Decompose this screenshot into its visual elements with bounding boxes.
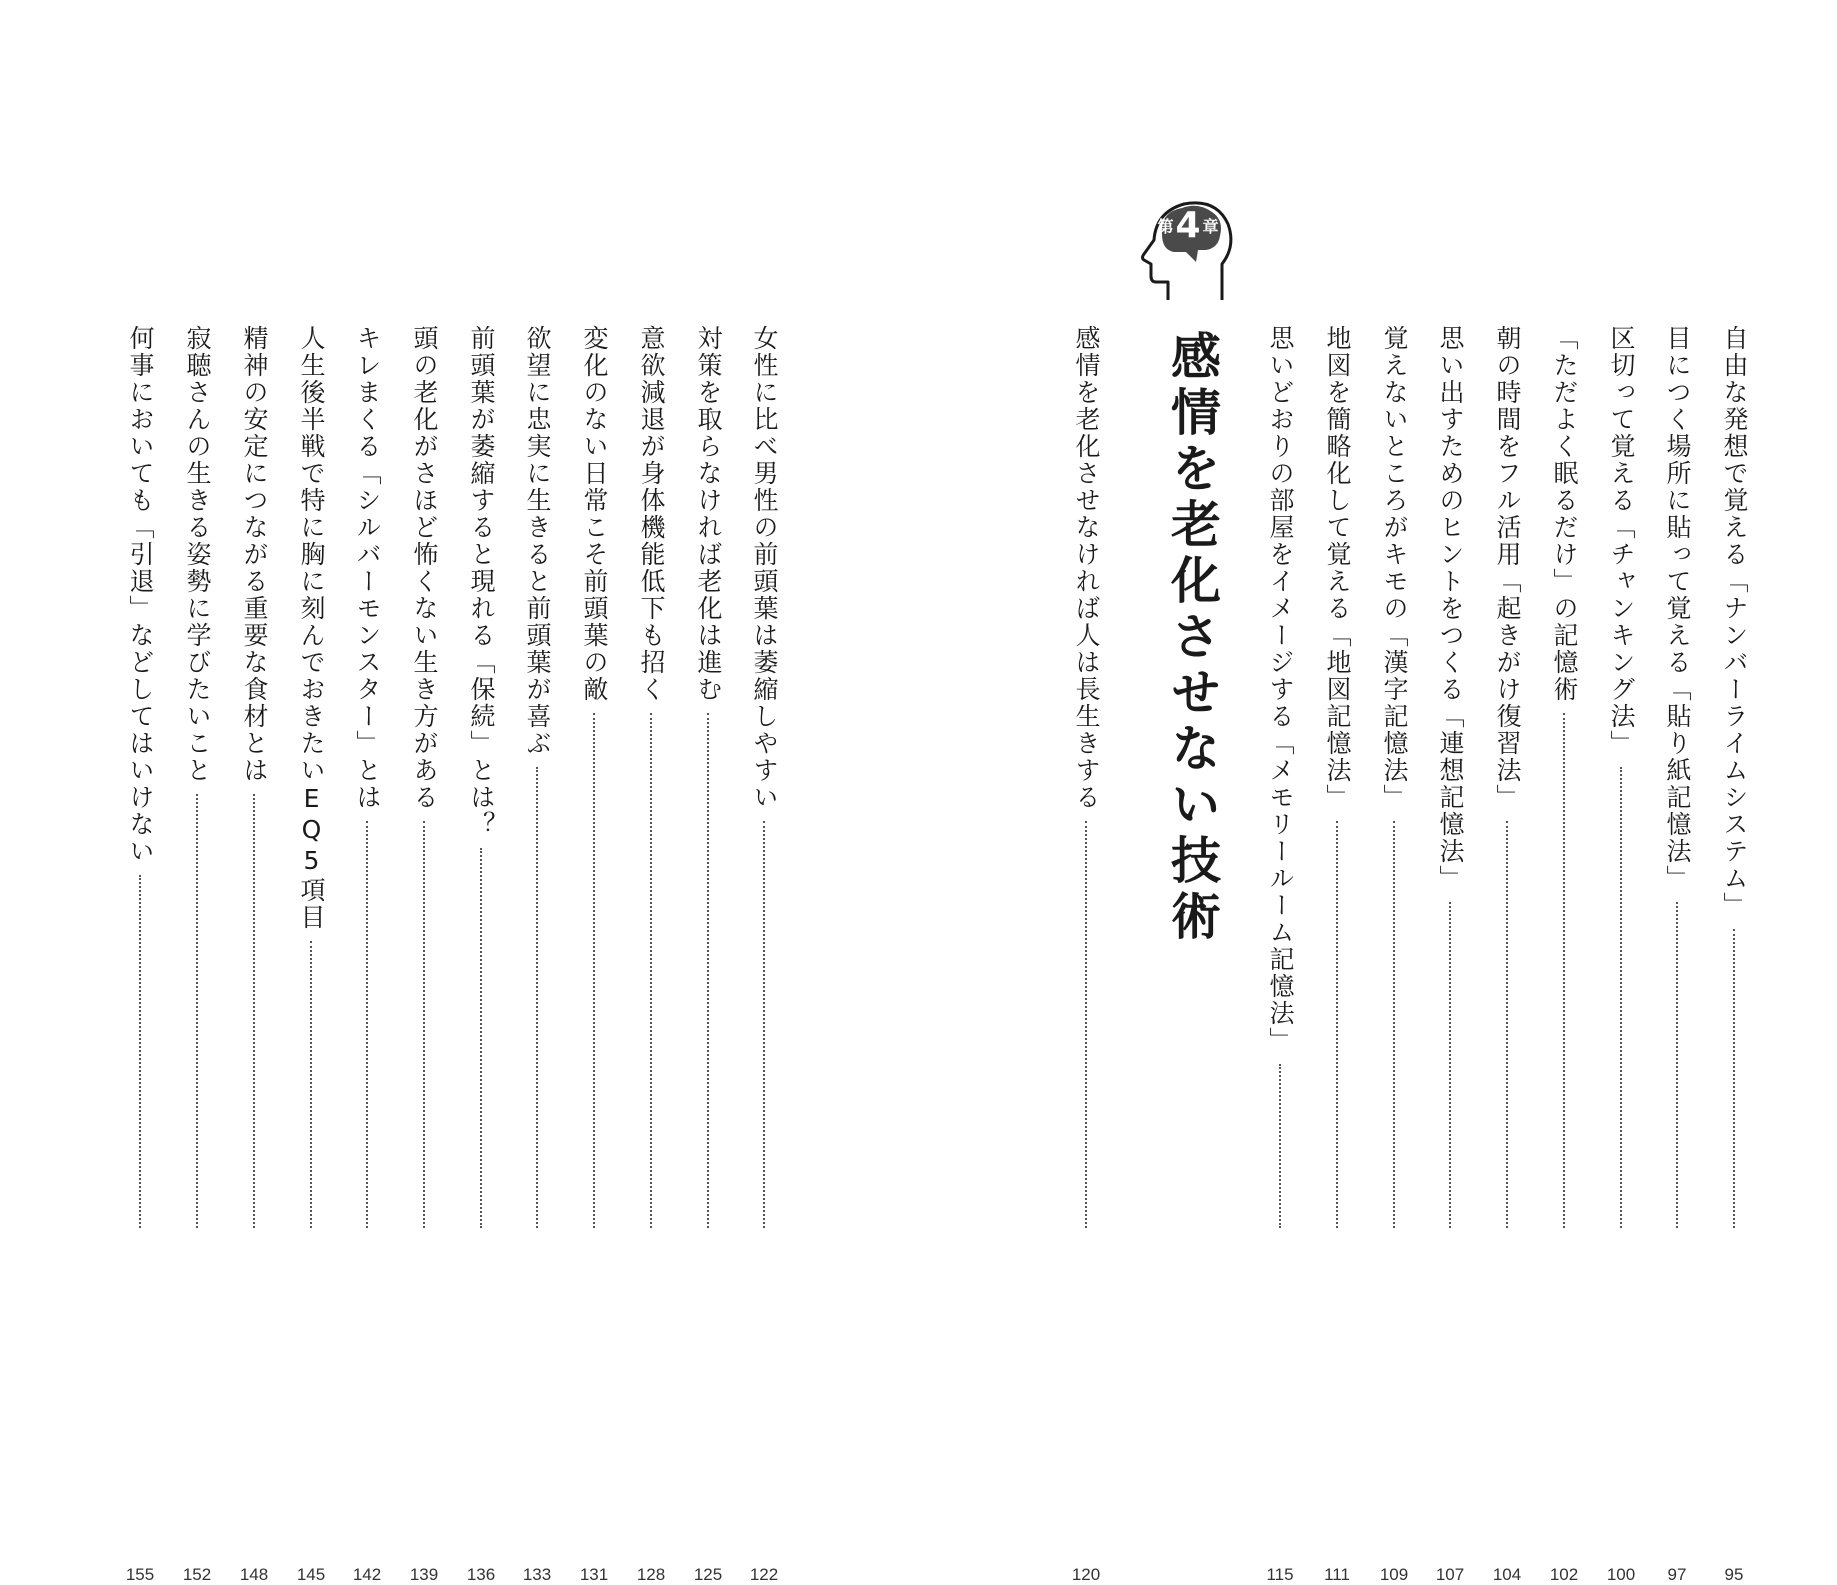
toc-entry-page: 120 xyxy=(1071,1565,1101,1584)
toc-entry[interactable] xyxy=(688,325,728,1584)
toc-entry[interactable] xyxy=(1487,325,1527,1584)
dot-leader xyxy=(480,848,482,1228)
toc-entry-title: 欲望に忠実に生きると前頭葉が喜ぶ xyxy=(523,325,552,757)
toc-entry[interactable] xyxy=(347,325,387,1584)
toc-entry-title: 覚えないところがキモの「漢字記憶法」 xyxy=(1380,325,1409,811)
toc-entry-title: 頭の老化がさほど怖くない生き方がある xyxy=(410,325,439,811)
toc-entry-page: 155 xyxy=(125,1565,155,1584)
toc-entry-page: 115 xyxy=(1266,1565,1294,1584)
toc-entry[interactable] xyxy=(574,325,614,1584)
chapter-title: 感情を老化させない技術 xyxy=(1163,330,1221,946)
toc-entry-title: 思いどおりの部屋をイメージする「メモリールーム記憶法」 xyxy=(1266,325,1295,1054)
dot-leader xyxy=(253,794,255,1228)
dot-leader xyxy=(139,875,141,1228)
dot-leader xyxy=(1085,821,1087,1228)
dot-leader xyxy=(1676,902,1678,1228)
toc-entry[interactable] xyxy=(291,325,331,1584)
toc-entry[interactable] xyxy=(1714,325,1754,1584)
dot-leader xyxy=(1563,713,1565,1228)
dot-leader xyxy=(1620,767,1622,1228)
dot-leader xyxy=(1733,929,1735,1228)
toc-entry-title: 人生後半戦で特に胸に刻んでおきたいEQ5項目 xyxy=(297,325,326,931)
toc-entry-page: 100 xyxy=(1606,1565,1636,1584)
chapter-prefix: 第 xyxy=(1157,216,1174,236)
toc-entry[interactable] xyxy=(404,325,444,1584)
toc-entry-title: 地図を簡略化して覚える「地図記憶法」 xyxy=(1323,325,1352,811)
toc-entry-page: 131 xyxy=(579,1565,609,1584)
dot-leader xyxy=(536,767,538,1228)
toc-entry[interactable] xyxy=(177,325,217,1584)
toc-entry-title: 寂聴さんの生きる姿勢に学びたいこと xyxy=(183,325,212,784)
toc-entry[interactable] xyxy=(1260,325,1300,1584)
toc-entry[interactable] xyxy=(1430,325,1470,1584)
toc-entry[interactable] xyxy=(744,325,784,1584)
toc-entry-page: 145 xyxy=(296,1565,326,1584)
chapter-badge-label xyxy=(1148,205,1228,245)
toc-entry[interactable] xyxy=(1657,325,1697,1584)
toc-entry-page: 142 xyxy=(352,1565,382,1584)
toc-entry-title: 目につく場所に貼って覚える「貼り紙記憶法」 xyxy=(1663,325,1692,892)
toc-entry[interactable] xyxy=(1601,325,1641,1584)
dot-leader xyxy=(650,713,652,1228)
toc-entry[interactable] xyxy=(1374,325,1414,1584)
toc-entry-page: 128 xyxy=(636,1565,666,1584)
toc-entry-page: 111 xyxy=(1324,1565,1350,1584)
toc-entry-page: 109 xyxy=(1379,1565,1409,1584)
dot-leader xyxy=(1336,821,1338,1228)
toc-entry-title: 精神の安定につながる重要な食材とは xyxy=(240,325,269,784)
chapter-number: 4 xyxy=(1175,204,1201,246)
toc-entry[interactable] xyxy=(1544,325,1584,1584)
toc-entry-title: 何事においても「引退」などしてはいけない xyxy=(126,325,155,865)
toc-entry-title: 対策を取らなければ老化は進む xyxy=(694,325,723,703)
toc-entry[interactable] xyxy=(234,325,274,1584)
dot-leader xyxy=(366,821,368,1228)
toc-entry-title: 女性に比べ男性の前頭葉は萎縮しやすい xyxy=(750,325,779,811)
dot-leader xyxy=(1449,902,1451,1228)
dot-leader xyxy=(423,821,425,1228)
dot-leader xyxy=(763,821,765,1228)
toc-entry[interactable] xyxy=(631,325,671,1584)
toc-entry-page: 95 xyxy=(1724,1565,1744,1584)
toc-entry-title: 区切って覚える「チャンキング法」 xyxy=(1607,325,1636,757)
toc-entry-title: 前頭葉が萎縮すると現れる「保続」とは？ xyxy=(467,325,496,838)
toc-entry-page: 133 xyxy=(522,1565,552,1584)
chapter-suffix: 章 xyxy=(1202,216,1219,236)
toc-entry-title: 意欲減退が身体機能低下も招く xyxy=(637,325,666,703)
toc-entry[interactable] xyxy=(1066,325,1106,1584)
toc-entry-title: キレまくる「シルバーモンスター」とは xyxy=(353,325,382,811)
toc-entry-page: 125 xyxy=(693,1565,723,1584)
toc-entry-page: 102 xyxy=(1549,1565,1579,1584)
dot-leader xyxy=(1506,821,1508,1228)
toc-entry-page: 136 xyxy=(466,1565,496,1584)
dot-leader xyxy=(196,794,198,1228)
toc-entry-title: 自由な発想で覚える「ナンバーライムシステム」 xyxy=(1720,325,1749,919)
toc-entry-title: 変化のない日常こそ前頭葉の敵 xyxy=(580,325,609,703)
toc-entry[interactable] xyxy=(120,325,160,1584)
dot-leader xyxy=(1393,821,1395,1228)
toc-entry-page: 97 xyxy=(1667,1565,1687,1584)
toc-entry-page: 139 xyxy=(409,1565,439,1584)
dot-leader xyxy=(1279,1064,1281,1228)
toc-entry[interactable] xyxy=(517,325,557,1584)
toc-entry-title: 「ただよく眠るだけ」の記憶術 xyxy=(1550,325,1579,703)
toc-entry-page: 148 xyxy=(239,1565,269,1584)
toc-entry[interactable] xyxy=(1317,325,1357,1584)
toc-entry-page: 122 xyxy=(749,1565,779,1584)
toc-entry-title: 感情を老化させなければ人は長生きする xyxy=(1072,325,1101,811)
toc-entry[interactable] xyxy=(461,325,501,1584)
toc-entry-page: 152 xyxy=(182,1565,212,1584)
toc-entry-title: 朝の時間をフル活用「起きがけ復習法」 xyxy=(1493,325,1522,811)
toc-entry-page: 107 xyxy=(1435,1565,1465,1584)
dot-leader xyxy=(310,941,312,1228)
toc-entry-page: 104 xyxy=(1492,1565,1522,1584)
toc-entry-title: 思い出すためのヒントをつくる「連想記憶法」 xyxy=(1436,325,1465,892)
dot-leader xyxy=(593,713,595,1228)
dot-leader xyxy=(707,713,709,1228)
